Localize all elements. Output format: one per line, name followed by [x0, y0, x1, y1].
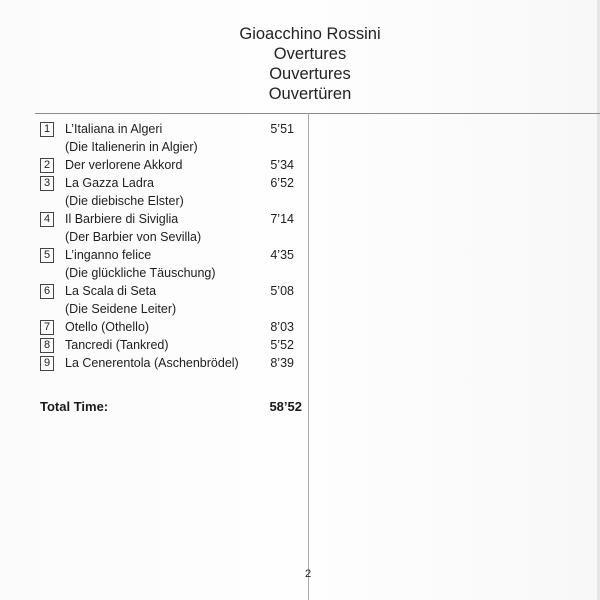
page-number: 2	[304, 568, 312, 580]
track-subtitle: (Die glückliche Täuschung)	[65, 266, 216, 280]
track-row	[40, 318, 300, 336]
track-subtitle: (Die Seidene Leiter)	[65, 302, 177, 316]
track-title: Tancredi (Tankred)	[65, 338, 169, 352]
track-subtitle: (Der Barbier von Sevilla)	[65, 230, 202, 244]
track-row	[40, 210, 300, 246]
composer-name: Gioacchino Rossini	[239, 25, 381, 43]
track-duration: 5’52	[270, 338, 294, 352]
track-row	[40, 120, 300, 156]
track-number-box: 2	[40, 158, 54, 173]
track-title: Der verlorene Akkord	[65, 158, 183, 172]
track-row	[40, 336, 300, 354]
track-duration: 5’51	[270, 122, 294, 136]
title-english: Overtures	[273, 45, 347, 63]
column-divider	[308, 113, 309, 600]
track-number-box: 7	[40, 320, 54, 335]
track-title: Il Barbiere di Siviglia	[65, 212, 179, 226]
track-title: L’inganno felice	[65, 248, 152, 262]
track-duration: 4’35	[270, 248, 294, 262]
track-title: La Scala di Seta	[65, 284, 157, 298]
track-subtitle: (Die diebische Elster)	[65, 194, 184, 208]
track-number-box: 9	[40, 356, 54, 371]
track-number-box: 4	[40, 212, 54, 227]
track-row	[40, 354, 300, 372]
track-duration: 6’52	[270, 176, 294, 190]
track-duration: 8’03	[270, 320, 294, 334]
track-row	[40, 282, 300, 318]
track-list	[40, 120, 300, 372]
track-number-box: 1	[40, 122, 54, 137]
title-french: Ouvertures	[269, 65, 351, 83]
track-title: L’Italiana in Algeri	[65, 122, 163, 136]
track-row	[40, 174, 300, 210]
track-duration: 5’08	[270, 284, 294, 298]
track-subtitle: (Die Italienerin in Algier)	[65, 140, 198, 154]
track-row	[40, 246, 300, 282]
track-duration: 8’39	[270, 356, 294, 370]
top-divider	[35, 113, 600, 114]
track-number-box: 8	[40, 338, 54, 353]
track-title: La Cenerentola (Aschenbrödel)	[65, 356, 239, 370]
track-duration: 7’14	[270, 212, 294, 226]
total-time-value: 58’52	[269, 399, 302, 414]
track-duration: 5’34	[270, 158, 294, 172]
track-title: Otello (Othello)	[65, 320, 150, 334]
total-time-row	[40, 398, 302, 416]
track-row	[40, 156, 300, 174]
title-german: Ouvertüren	[268, 85, 352, 103]
title-block	[160, 24, 460, 104]
total-time-label: Total Time:	[40, 399, 109, 414]
track-title: La Gazza Ladra	[65, 176, 154, 190]
track-number-box: 3	[40, 176, 54, 191]
track-number-box: 6	[40, 284, 54, 299]
track-number-box: 5	[40, 248, 54, 263]
